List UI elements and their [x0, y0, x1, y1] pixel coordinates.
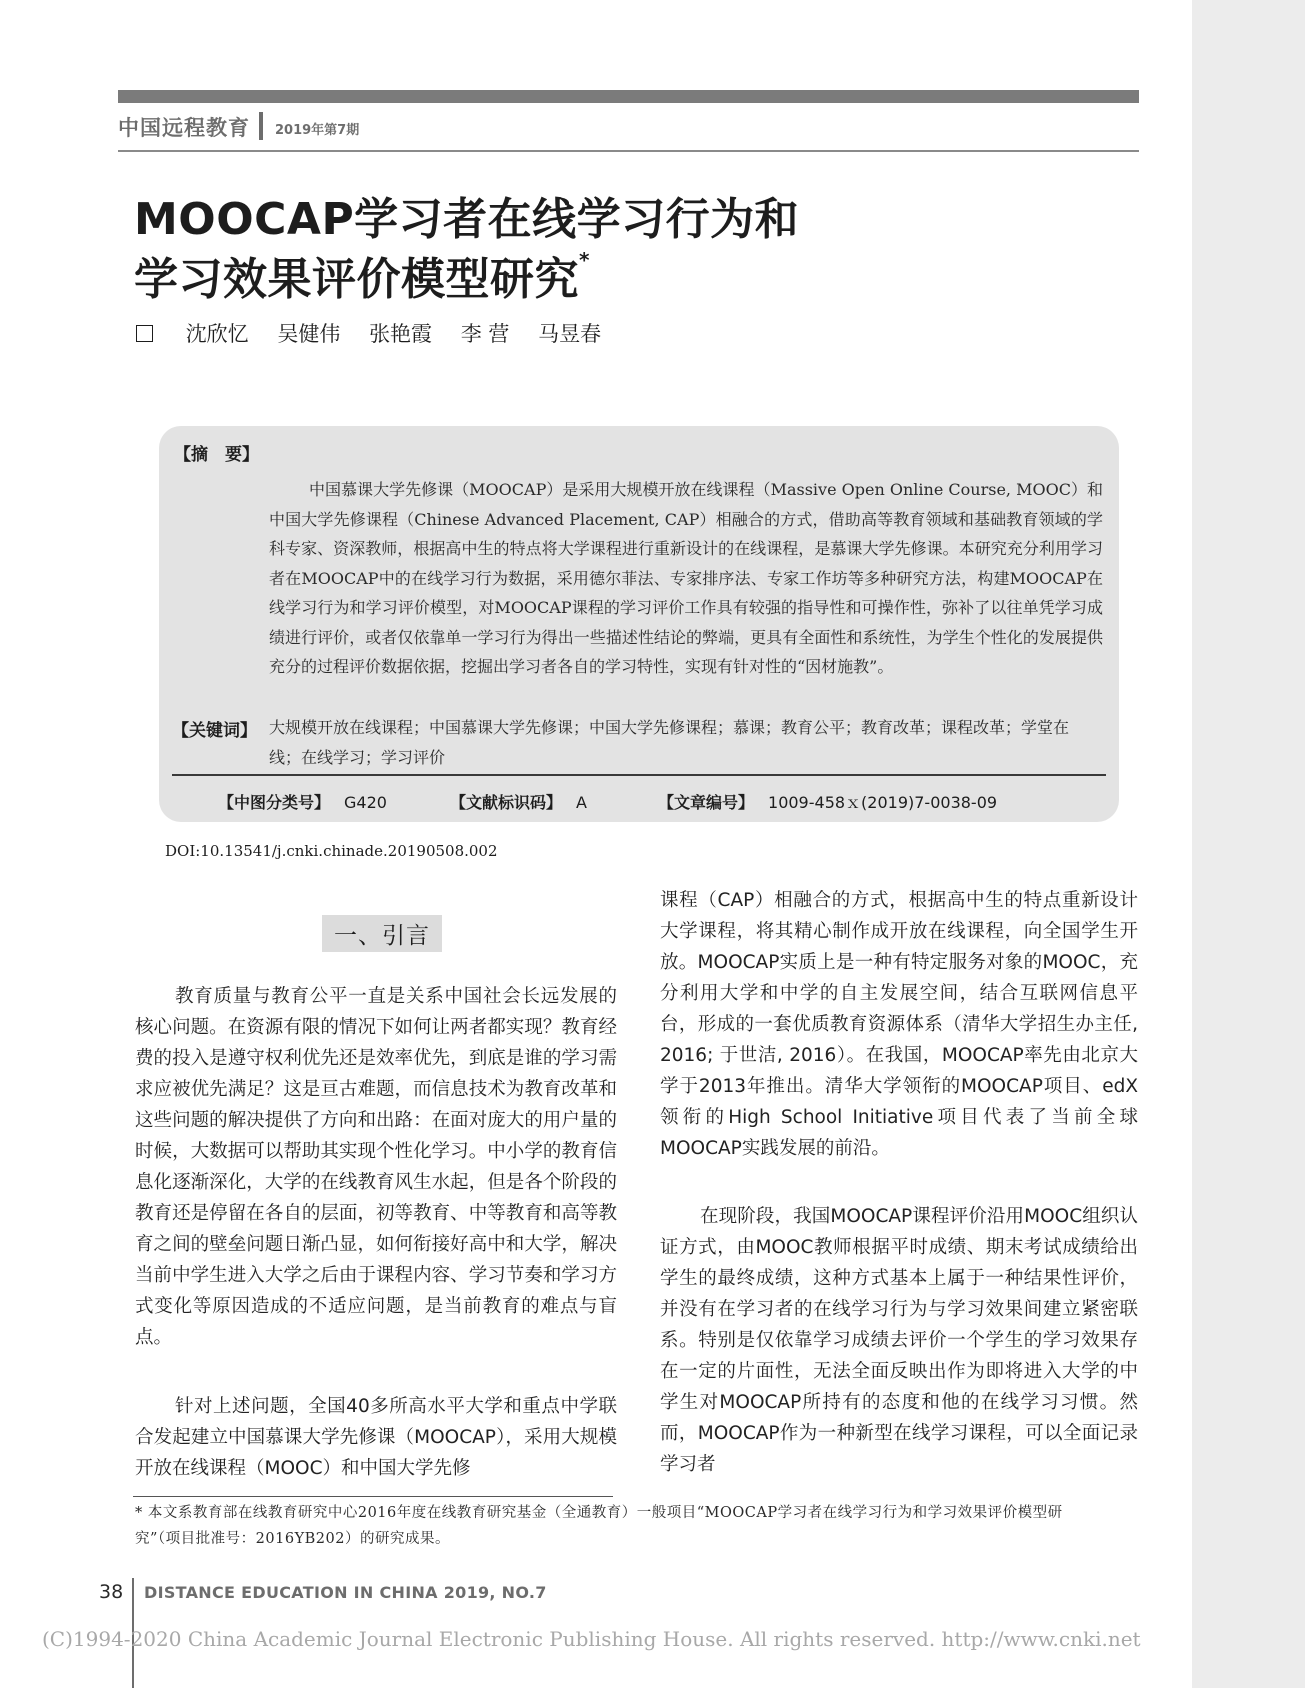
- classification-value: A: [576, 793, 587, 812]
- author-name: 李 营: [460, 322, 510, 346]
- author-box-icon: [136, 325, 153, 342]
- body-paragraph: 针对上述问题，全国40多所高水平大学和重点中学联合发起建立中国慕课大学先修课（MOOCAP），采用大规模开放在线课程（MOOC）和中国大学先修: [135, 1396, 617, 1479]
- keywords-text: 大规模开放在线课程；中国慕课大学先修课；中国大学先修课程；慕课；教育公平；教育改革；课程改革；学堂在线；在线学习；学习评价: [269, 718, 1070, 767]
- title-line-1: MOOCAP学习者在线学习行为和: [134, 194, 800, 245]
- author-name: 张艳霞: [369, 322, 433, 346]
- author-list: [136, 318, 623, 348]
- article-title: [134, 190, 1034, 310]
- doi: DOI:10.13541/j.cnki.chinade.20190508.002: [165, 842, 498, 860]
- section-heading: 一、引言: [322, 915, 442, 952]
- header-bar: [118, 90, 1139, 103]
- classification-value: G420: [344, 793, 387, 812]
- footer-journal: DISTANCE EDUCATION IN CHINA 2019, NO.7: [144, 1583, 547, 1602]
- body-paragraph: 在现阶段，我国MOOCAP课程评价沿用MOOC组织认证方式，由MOOC教师根据平时成绩、期末考试成绩给出学生的最终成绩，这种方式基本上属于一种结果性评价，并没有在学习者的在线学习行为与学习效果间建立紧密联系。特别是仅依靠学习成绩去评价一个学生的学习效果存在一定的片面性，无法全面反映出作为即将进入大学的中学生对MOOCAP所持有的态度和他的在线学习习惯。然而，MOOCAP作为一种新型在线学习课程，可以全面记录学习者: [660, 1206, 1138, 1475]
- abstract-rule: [172, 774, 1106, 776]
- copyright-watermark: (C)1994-2020 China Academic Journal Electronic Publishing House. All rights reserved. http://www.cnki.net: [42, 1627, 1141, 1651]
- classification-label: 【文章编号】: [658, 793, 755, 812]
- header-separator: [259, 112, 263, 140]
- author-name: 马昱春: [538, 322, 602, 346]
- page-margin-strip: [1192, 0, 1305, 1688]
- header-rule: [118, 150, 1139, 152]
- footnote: * 本文系教育部在线教育研究中心2016年度在线教育研究基金（全通教育）一般项目“MOOCAP学习者在线学习行为和学习效果评价模型研究”（项目批准号：2016YB202）的研究成果。: [135, 1505, 1063, 1547]
- classification-value: 1009-458ｘ(2019)7-0038-09: [768, 793, 998, 812]
- classification-article-no: [658, 790, 997, 813]
- author-name: 沈欣忆: [185, 322, 249, 346]
- footnote-rule: [133, 1496, 613, 1497]
- classification-clc: [218, 790, 387, 813]
- page-number: 38: [99, 1581, 124, 1603]
- classification-label: 【中图分类号】: [218, 793, 331, 812]
- classification-label: 【文献标识码】: [450, 793, 563, 812]
- classification-doc-code: [450, 790, 587, 813]
- body-paragraph: 教育质量与教育公平一直是关系中国社会长远发展的核心问题。在资源有限的情况下如何让两者都实现？教育经费的投入是遵守权利优先还是效率优先，到底是谁的学习需求应被优先满足？这是亘古难题，而信息技术为教育改革和这些问题的解决提供了方向和出路：在面对庞大的用户量的时候，大数据可以帮助其实现个性化学习。中小学的教育信息化逐渐深化，大学的在线教育风生水起，但是各个阶段的教育还是停留在各自的层面，初等教育、中等教育和高等教育之间的壁垒问题日渐凸显，如何衔接好高中和大学，解决当前中学生进入大学之后由于课程内容、学习节奏和学习方式变化等原因造成的不适应问题，是当前教育的难点与盲点。: [135, 986, 617, 1348]
- abstract-label: 【摘 要】: [174, 445, 259, 465]
- issue-label: 2019年第7期: [275, 123, 360, 138]
- title-footnote-mark: *: [579, 248, 590, 272]
- journal-name: 中国远程教育: [118, 116, 250, 140]
- abstract-text: 中国慕课大学先修课（MOOCAP）是采用大规模开放在线课程（Massive Open Online Course, MOOC）和中国大学先修课程（Chinese Advanced Placement, CAP）相融合的方式，借助高等教育领域和基础教育领域的学科专家、资深教师，根据高中生的特点将大学课程进行重新设计的在线课程，是慕课大学先修课。本研究充分利用学习者在MOOCAP中的在线学习行为数据，采用德尔菲法、专家排序法、专家工作坊等多种研究方法，构建MOOCAP在线学习行为和学习评价模型，对MOOCAP课程的学习评价工作具有较强的指导性和可操作性，弥补了以往单凭学习成绩进行评价，或者仅依靠单一学习行为得出一些描述性结论的弊端，更具有全面性和系统性，为学生个性化的发展提供充分的过程评价数据依据，挖掘出学习者各自的学习特性，实现有针对性的“因材施教”。: [269, 480, 1103, 676]
- author-name: 吴健伟: [277, 322, 341, 346]
- body-paragraph: 课程（CAP）相融合的方式，根据高中生的特点重新设计大学课程，将其精心制作成开放在线课程，向全国学生开放。MOOCAP实质上是一种有特定服务对象的MOOC，充分利用大学和中学的自主发展空间，结合互联网信息平台，形成的一套优质教育资源体系（清华大学招生办主任, 2016; 于世洁, 2016）。在我国，MOOCAP率先由北京大学于2013年推出。清华大学领衔的MOOCAP项目、edX领衔的High School Initiative项目代表了当前全球MOOCAP实践发展的前沿。: [660, 890, 1138, 1159]
- keywords-label: 【关键词】: [172, 721, 257, 741]
- title-line-2: 学习效果评价模型研究: [134, 254, 579, 305]
